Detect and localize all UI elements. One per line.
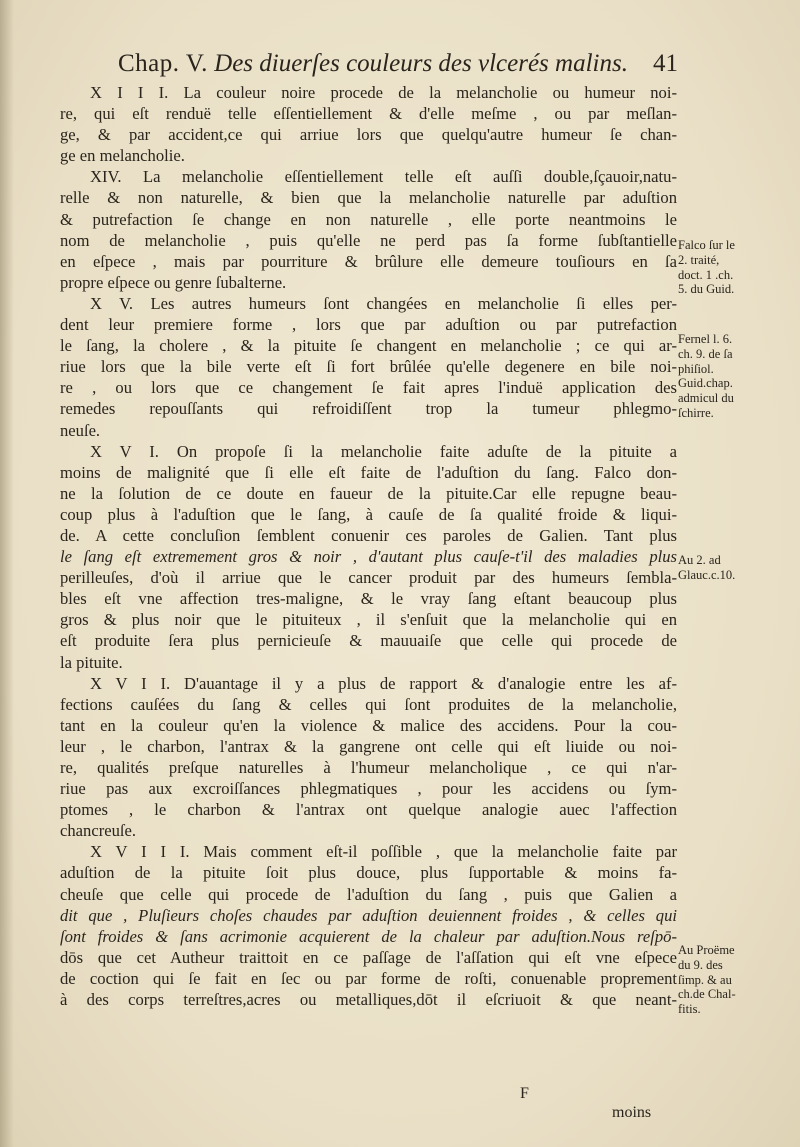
text-line: perilleuſes, d'où il arriue que le cancer produit par des humeurs ſembla- [60,568,677,588]
text-line: ptomes , le charbon & l'antrax ont quelque analogie auec l'affection [60,800,677,820]
text-line: X V I I. D'auantage il y a plus de rapport & d'analogie entre les af- [90,673,677,693]
margin-note-line: ſimp. & au [678,972,732,987]
text-line: en eſpece , mais par pourriture & brûlure elle demeure touſiours en ſa [60,251,677,271]
margin-note-line: Guid.chap. [678,376,733,391]
text-line: coup plus à l'aduſtion que le ſang, à cauſe de ſa qualité froide & liqui- [60,504,677,524]
body-text [60,82,677,1010]
text-line: propre eſpece ou genre ſubalterne. [60,272,287,292]
text-line: dōs que cet Autheur traittoit en ce paſſage de l'aſſation qui eſt vne eſpece [60,947,677,967]
text-line: ge, & par accident,ce qui arriue lors que quelqu'autre humeur ſe chan- [60,125,677,145]
text-line: chancreuſe. [60,821,137,841]
text-line: tant en la couleur qu'en la violence & malice des accidens. Pour la cou- [60,715,677,735]
margin-note-line: phiſiol. [678,361,714,376]
text-line: dit que , Pluſieurs choſes chaudes par aduſtion deuiennent froides , & celles qui [60,905,677,925]
text-line: re, qui eſt renduë telle eſſentiellement & d'elle meſme , ou par meſlan- [60,104,677,124]
margin-note-line: fitis. [678,1002,701,1017]
book-gutter-shadow [0,0,14,1147]
page-number: 41 [653,50,678,77]
text-line: cheuſe que celle qui procede de l'aduſtion du ſang , puis que Galien a [60,884,677,904]
text-line: re , ou lors que ce changement ſe fait apres l'induë application des [60,378,677,398]
text-line: & putrefaction ſe change en non naturelle , elle porte neantmoins le [60,209,677,229]
text-line: X I I I. La couleur noire procede de la melancholie ou humeur noi- [90,83,677,102]
catchword: moins [612,1104,652,1121]
text-line: riue lors que la bile verte eſt ſi fort brûlée qu'elle degenere en bile noi- [60,357,677,377]
text-line: de coction qui ſe fait en ſec ou par forme de roſti, conuenable proprement [60,968,677,988]
text-line: dent leur premiere forme , lors que par aduſtion ou par putrefaction [60,315,677,335]
margin-note-line: du 9. des [678,957,723,972]
margin-note-line: admicul du [678,391,734,406]
text-line: X V I. On propoſe ſi la melancholie faite aduſte de la pituite a [90,441,677,461]
margin-note-line: Fernel l. 6. [678,332,733,346]
text-line: neuſe. [60,420,101,440]
text-line: ge en melancholie. [60,146,185,166]
margin-note-line: doct. 1 .ch. [678,267,734,282]
text-line: à des corps terreſtres,acres ou metalliques,dōt il eſcriuoit & que neant- [60,990,677,1010]
text-line: re, qualités preſque naturelles à l'humeur melancholique , ce qui n'ar- [60,758,677,777]
text-line: moins de malignité que ſi elle eſt faite de l'aduſtion du ſang. Falco don- [60,462,677,482]
margin-note-line: 2. traité, [678,252,720,267]
text-line: aduſtion de la pituite ſoit plus douce, plus ſupportable & moins fa- [60,863,677,883]
margin-note [678,332,794,421]
margin-note-line: Au 2. ad [678,553,721,567]
text-line: X V I I I. Mais comment eſt-il poſſible , que la melancholie faite par [90,842,677,862]
text-line: gros & plus noir que le pituiteux , il s'enſuit que la melancholie qui en [60,610,677,630]
text-line: riue pas aux excroiſſances phlegmatiques , pour les accidens ou ſym- [60,779,677,799]
margin-note-line: Au Proëme [678,943,735,957]
chapter-label: Chap. V. [118,50,208,77]
margin-note-line: ch. 9. de ſa [678,346,733,361]
text-line: le ſang eſt extremement gros & noir , d'autant plus cauſe-t'il des maladies plus [60,547,677,567]
margin-note-line: 5. du Guid. [678,282,735,297]
text-line: eſt produite ſera plus pernicieuſe & mauuaiſe que celle qui procede de [60,631,677,651]
margin-note-line: Glauc.c.10. [678,567,736,582]
signature-mark: F [520,1085,529,1102]
text-line: ſont froides & ſans acrimonie acquierent de la chaleur par aduſtion.Nous reſpō- [60,926,677,946]
text-line: fections cauſées du ſang & celles qui ſont produites de la melancholie, [60,694,677,714]
text-line: le ſang, la cholere , & la pituite ſe changent en melancholie ; ce qui ar- [60,336,677,356]
text-line: relle & non naturelle, & bien que la melancholie naturelle par aduſtion [60,188,677,208]
margin-note-line: ch.de Chal- [678,987,736,1002]
chapter-title: Des diuerſes couleurs des vlcerés malins. [214,50,628,77]
text-line: nom de melancholie , puis qu'elle ne perd pas ſa forme ſubſtantielle [60,230,677,250]
margin-note [678,553,794,583]
margin-note [678,238,794,297]
text-line: X V. Les autres humeurs ſont changées en melancholie ſi elles per- [90,293,677,313]
text-line: bles eſt vne affection tres-maligne, & le vray ſang eſtant beaucoup plus [60,589,677,609]
text-line: remedes repouſſants qui refroidiſſent trop la tumeur phlegmo- [60,399,677,419]
text-line: ne la ſolution de ce doute en faueur de la pituite.Car elle repugne beau- [60,483,677,503]
text-line: la pituite. [60,652,123,672]
margin-note-line: ſchirre. [678,405,714,420]
margin-note [678,943,794,1017]
margin-note-line: Falco ſur le [678,238,735,252]
text-line: XIV. La melancholie eſſentiellement telle eſt auſſi double,ſçauoir,natu- [90,167,677,187]
running-header [118,46,678,82]
text-line: leur , le charbon, l'antrax & la gangrene ont celle qui eſt liuide ou noi- [60,736,677,756]
text-line: de. A cette concluſion ſemblent conuenir ces paroles de Galien. Tant plus [60,525,677,545]
